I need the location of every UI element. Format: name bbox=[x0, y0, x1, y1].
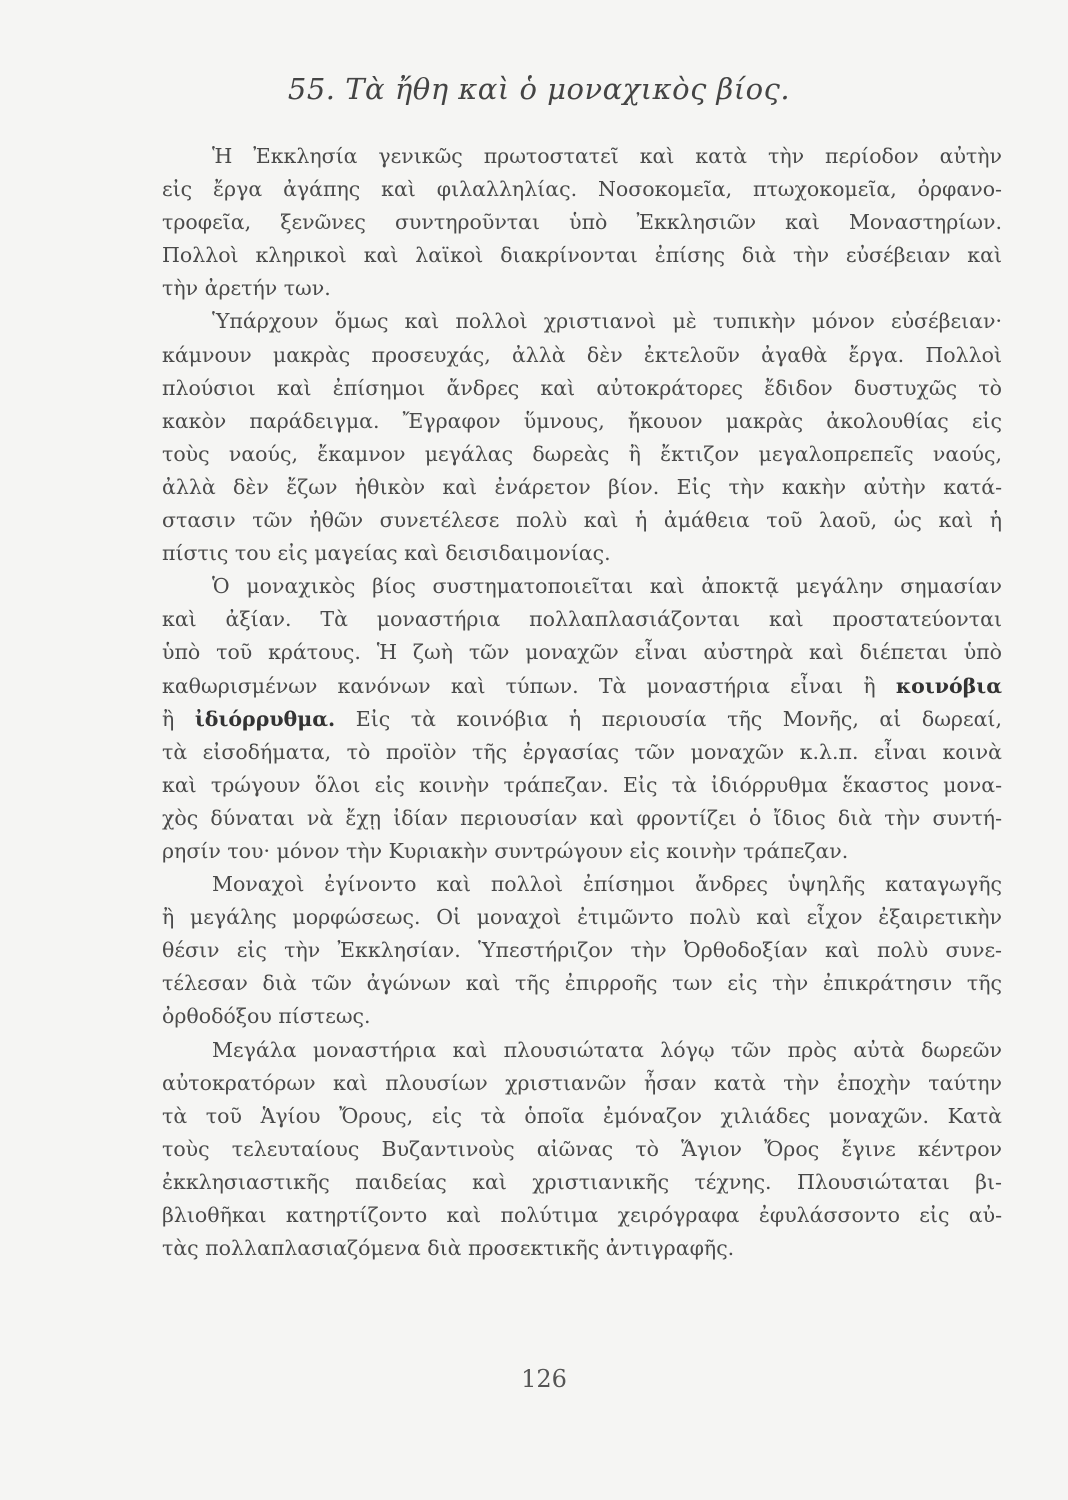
text-line: ρησίν του· μόνον τὴν Κυριακὴν συντρώγουν εἰς κοινὴν τράπεζαν. bbox=[162, 838, 849, 863]
text-line: βλιοθῆκαι κατηρτίζοντο καὶ πολύτιμα χειρόγραφα ἐφυλάσσοντο εἰς αὐ- bbox=[162, 1203, 1002, 1227]
text-line: εἰς ἔργα ἀγάπης καὶ φιλαλληλίας. Νοσοκομεῖα, πτωχοκομεῖα, ὀρφανο- bbox=[162, 177, 1002, 202]
text-line: καὶ τρώγουν ὅλοι εἰς κοινὴν τράπεζαν. Εἰς τὰ ἰδιόρρυθμα ἕκαστος μονα- bbox=[162, 772, 1002, 797]
bold-term: κοινόβια bbox=[895, 673, 1002, 698]
text-line: τὰς πολλαπλασιαζόμενα διὰ προσεκτικῆς ἀντιγραφῆς. bbox=[162, 1236, 735, 1261]
text-line: χὸς δύναται νὰ ἔχῃ ἰδίαν περιουσίαν καὶ φροντίζει ὁ ἴδιος διὰ τὴν συντή- bbox=[162, 805, 1002, 830]
bold-term: ἰδιόρρυθμα. bbox=[194, 706, 336, 731]
text-line: ἀλλὰ δὲν ἔζων ἠθικὸν καὶ ἐνάρετον βίον. Εἰς τὴν κακὴν αὐτὴν κατά- bbox=[162, 474, 1002, 499]
text-line: Ὑπάρχουν ὅμως καὶ πολλοὶ χριστιανοὶ μὲ τυπικὴν μόνον εὐσέβειαν· bbox=[212, 309, 1002, 334]
text-line: στασιν τῶν ἠθῶν συνετέλεσε πολὺ καὶ ἡ ἀμάθεια τοῦ λαοῦ, ὡς καὶ ἡ bbox=[162, 508, 1002, 533]
text-line: τροφεῖα, ξενῶνες συντηροῦνται ὑπὸ Ἐκκλησιῶν καὶ Μοναστηρίων. bbox=[162, 210, 1002, 235]
text-line: Μεγάλα μοναστήρια καὶ πλουσιώτατα λόγῳ τῶν πρὸς αὐτὰ δωρεῶν bbox=[212, 1037, 1002, 1062]
text-line: πίστις του εἰς μαγείας καὶ δεισιδαιμονίας. bbox=[162, 541, 611, 566]
text-line bbox=[162, 670, 1002, 703]
text-line bbox=[162, 703, 1002, 736]
text-line: Ὁ μοναχικὸς βίος συστηματοποιεῖται καὶ ἀποκτᾷ μεγάλην σημασίαν bbox=[212, 574, 1002, 599]
text-segment: Εἰς τὰ κοινόβια ἡ περιουσία τῆς Μονῆς, αἱ δωρεαί, bbox=[355, 706, 1002, 731]
text-line: τοὺς ναούς, ἔκαμνον μεγάλας δωρεὰς ἢ ἔκτιζον μεγαλοπρεπεῖς ναούς, bbox=[162, 441, 1002, 466]
text-line: αὐτοκρατόρων καὶ πλουσίων χριστιανῶν ἦσαν κατὰ τὴν ἐποχὴν ταύτην bbox=[162, 1070, 1002, 1095]
paragraph-4 bbox=[162, 868, 1002, 1033]
text-segment: καθωρισμένων κανόνων καὶ τύπων. Τὰ μοναστήρια εἶναι ἢ bbox=[162, 673, 876, 698]
text-line: τὴν ἀρετήν των. bbox=[162, 276, 331, 301]
text-line: τὰ εἰσοδήματα, τὸ προϊὸν τῆς ἐργασίας τῶν μοναχῶν κ.λ.π. εἶναι κοινὰ bbox=[162, 739, 1002, 764]
text-line: τέλεσαν διὰ τῶν ἀγώνων καὶ τῆς ἐπιρροῆς των εἰς τὴν ἐπικράτησιν τῆς bbox=[162, 971, 1002, 996]
paragraph-3 bbox=[162, 570, 1002, 868]
text-line: πλούσιοι καὶ ἐπίσημοι ἄνδρες καὶ αὐτοκράτορες ἔδιδον δυστυχῶς τὸ bbox=[162, 375, 1002, 400]
text-line: τοὺς τελευταίους Βυζαντινοὺς αἰῶνας τὸ Ἅγιον Ὄρος ἔγινε κέντρον bbox=[162, 1136, 1002, 1161]
text-line: κακὸν παράδειγμα. Ἔγραφον ὕμνους, ἤκουον μακρὰς ἀκολουθίας εἰς bbox=[162, 408, 1002, 433]
text-line: ἢ μεγάλης μορφώσεως. Οἱ μοναχοὶ ἐτιμῶντο πολὺ καὶ εἶχον ἐξαιρετικὴν bbox=[162, 905, 1002, 930]
text-line: καὶ ἀξίαν. Τὰ μοναστήρια πολλαπλασιάζονται καὶ προστατεύονται bbox=[162, 607, 1002, 632]
page-number: 126 bbox=[521, 1365, 567, 1393]
text-line: Πολλοὶ κληρικοὶ καὶ λαϊκοὶ διακρίνονται ἐπίσης διὰ τὴν εὐσέβειαν καὶ bbox=[162, 243, 1002, 268]
section-title: 55. Τὰ ἤθη καὶ ὁ μοναχικὸς βίος. bbox=[287, 72, 791, 106]
text-line: θέσιν εἰς τὴν Ἐκκλησίαν. Ὑπεστήριζον τὴν Ὀρθοδοξίαν καὶ πολὺ συνε- bbox=[162, 938, 1002, 963]
text-line: ὑπὸ τοῦ κράτους. Ἡ ζωὴ τῶν μοναχῶν εἶναι αὐστηρὰ καὶ διέπεται ὑπὸ bbox=[162, 640, 1002, 665]
paragraph-2 bbox=[162, 305, 1002, 570]
text-line: κάμνουν μακρὰς προσευχάς, ἀλλὰ δὲν ἐκτελοῦν ἀγαθὰ ἔργα. Πολλοὶ bbox=[162, 342, 1002, 367]
text-line: τὰ τοῦ Ἁγίου Ὄρους, εἰς τὰ ὁποῖα ἐμόναζον χιλιάδες μοναχῶν. Κατὰ bbox=[162, 1103, 1002, 1128]
text-line: Ἡ Ἐκκλησία γενικῶς πρωτοστατεῖ καὶ κατὰ τὴν περίοδον αὐτὴν bbox=[212, 144, 1002, 168]
paragraph-5 bbox=[162, 1034, 1002, 1266]
paragraph-1 bbox=[162, 140, 1002, 305]
page-body bbox=[162, 140, 1002, 1265]
text-line: ἐκκλησιαστικῆς παιδείας καὶ χριστιανικῆς τέχνης. Πλουσιώταται βι- bbox=[162, 1169, 1002, 1194]
text-line: ὀρθοδόξου πίστεως. bbox=[162, 1004, 371, 1029]
text-line: Μοναχοὶ ἐγίνοντο καὶ πολλοὶ ἐπίσημοι ἄνδρες ὑψηλῆς καταγωγῆς bbox=[212, 872, 1002, 897]
text-segment: ἢ bbox=[162, 706, 175, 731]
